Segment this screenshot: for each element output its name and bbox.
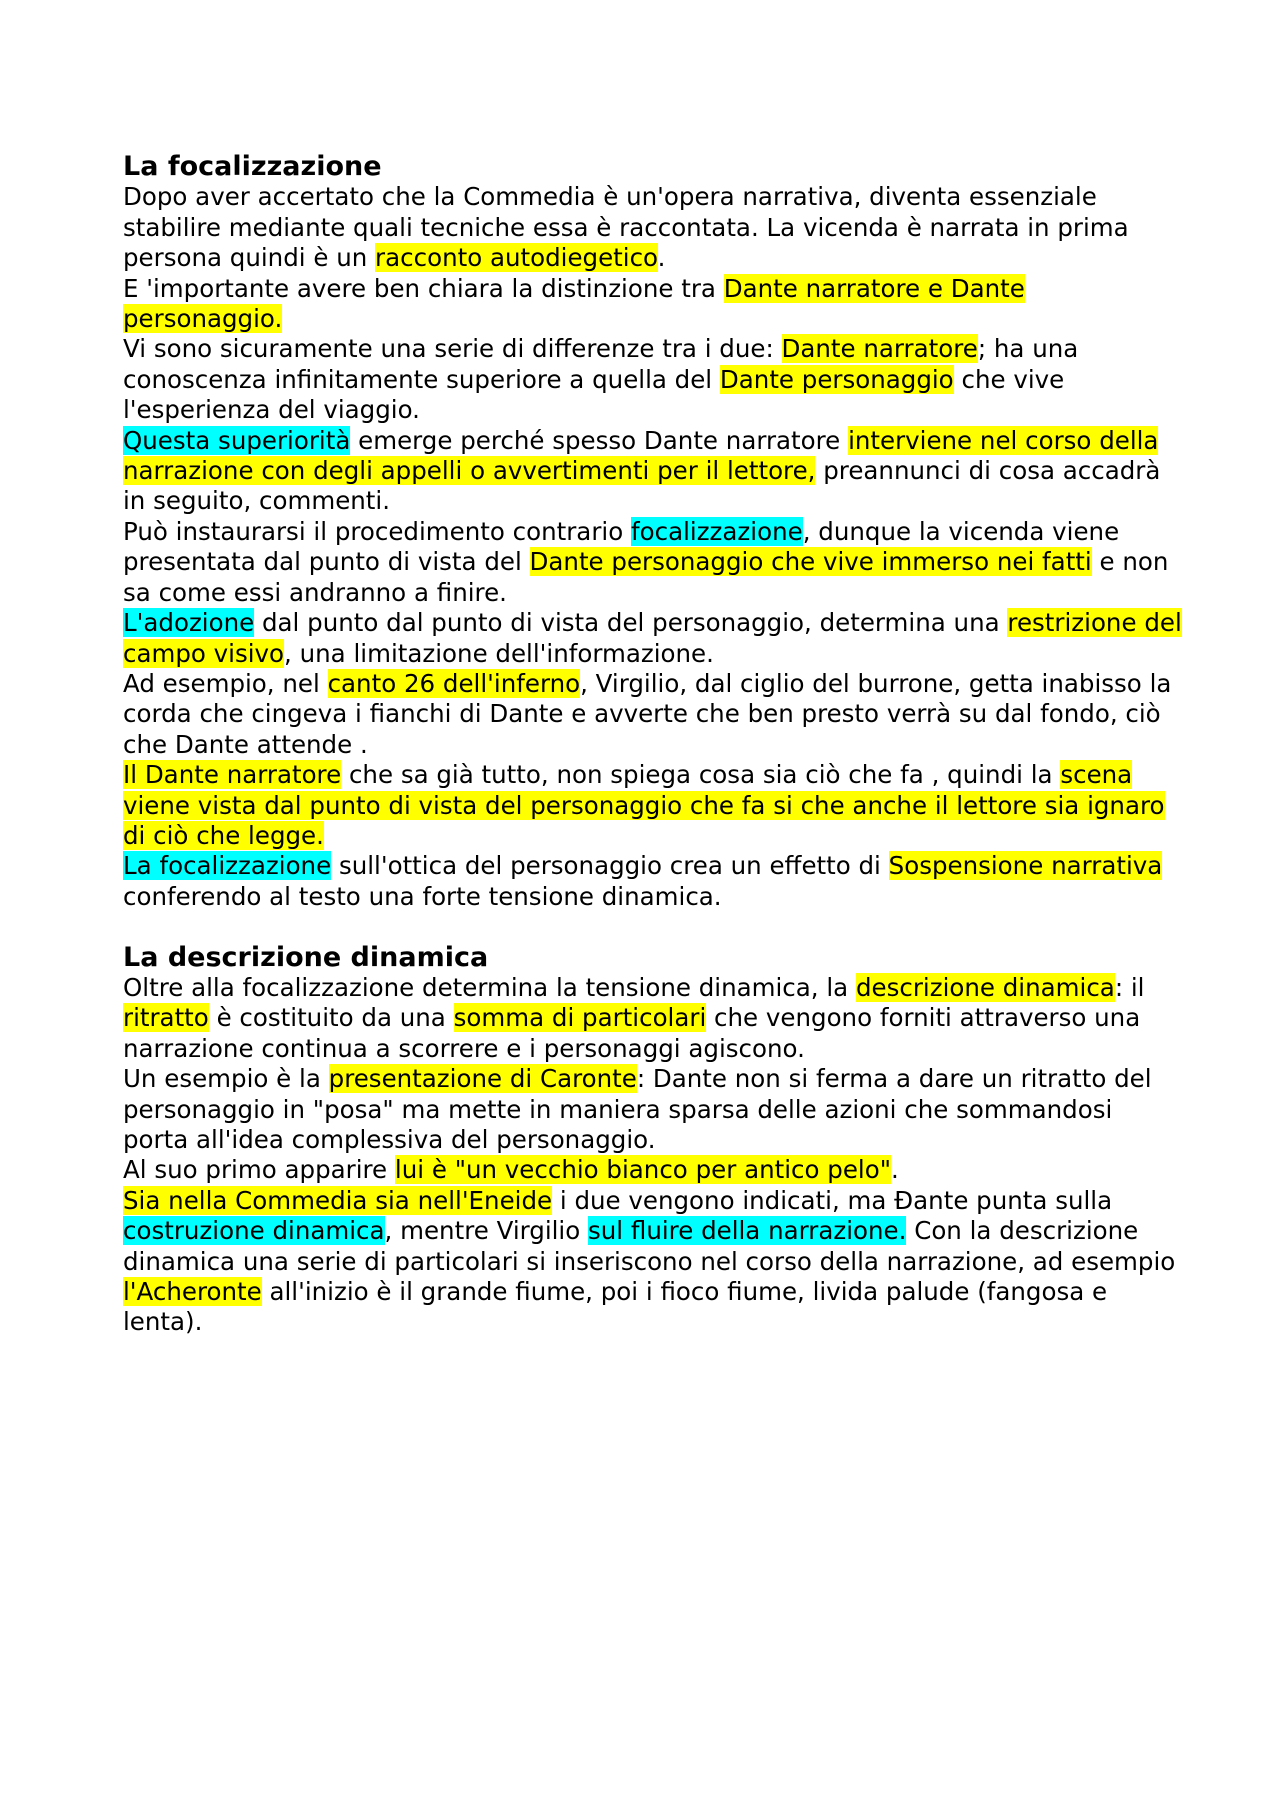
text-run: Ad esempio, nel xyxy=(123,668,328,698)
text-run: e non sa come essi andranno a finire. xyxy=(123,547,1169,607)
highlight-yellow: lui è "un vecchio bianco per antico pelo" xyxy=(394,1155,891,1185)
highlight-cyan: costruzione dinamica xyxy=(123,1216,385,1246)
highlight-yellow: descrizione dinamica xyxy=(855,972,1115,1002)
highlight-yellow: Dante narratore e Dante personaggio. xyxy=(123,273,1025,334)
highlight-yellow: Il Dante narratore xyxy=(123,760,342,790)
text-run: conferendo al testo una forte tensione dinamica. xyxy=(123,881,722,911)
highlight-cyan: focalizzazione xyxy=(630,516,803,546)
paragraph xyxy=(123,517,1183,608)
paragraph xyxy=(123,760,1183,851)
text-run: . xyxy=(890,1155,899,1185)
text-run: preannunci di cosa accadrà in seguito, commenti. xyxy=(123,456,1161,516)
text-run: , dunque la vicenda viene presentata dal punto di vista del xyxy=(123,516,1120,577)
section-heading: La focalizzazione xyxy=(123,151,382,182)
section-descrizione-dinamica xyxy=(123,943,1183,1338)
highlight-yellow: canto 26 dell'inferno xyxy=(327,668,581,698)
text-run: sull'ottica del personaggio crea un effetto di xyxy=(331,851,889,881)
section-focalizzazione xyxy=(123,152,1183,912)
text-run: E 'importante avere ben chiara la distinzione tra xyxy=(123,273,724,303)
section-heading: La descrizione dinamica xyxy=(123,941,489,973)
paragraph xyxy=(123,669,1183,760)
highlight-yellow: presentazione di Caronte xyxy=(328,1064,637,1094)
text-run: che vengono forniti attraverso una narrazione continua a scorrere e i personaggi agiscono. xyxy=(123,1003,1141,1063)
text-run: dal punto dal punto di vista del personaggio, determina una xyxy=(254,608,1008,638)
text-run: emerge perché spesso Dante narratore xyxy=(350,425,849,455)
section-body xyxy=(123,182,1183,912)
highlight-yellow: l'Acheronte xyxy=(123,1277,262,1307)
text-run: che sa già tutto, non spiega cosa sia ciò che fa , quindi la xyxy=(341,760,1061,790)
paragraph xyxy=(123,274,1183,335)
highlight-cyan: sul fluire della narrazione. xyxy=(588,1216,907,1246)
highlight-yellow: somma di particolari xyxy=(453,1003,707,1033)
highlight-yellow: interviene nel corso della narrazione con degli appelli o avvertimenti per il lettore, xyxy=(123,425,1159,486)
text-run: , Virgilio, dal ciglio del burrone, getta inabisso la corda che cingeva i fianchi di Dante e avverte che ben presto verrà su dal fondo, ciò che Dante attende . xyxy=(123,668,1172,759)
text-run: è costituito da una xyxy=(208,1003,454,1033)
paragraph xyxy=(123,1064,1183,1155)
text-run: , una limitazione dell'informazione. xyxy=(284,638,714,668)
text-run: Può instaurarsi il procedimento contrario xyxy=(123,516,631,546)
text-run: : il xyxy=(1114,972,1145,1002)
text-run: : Dante non si ferma a dare un ritratto del personaggio in "posa" ma mette in maniera sparsa delle azioni che sommandosi porta all'idea complessiva del personaggio. xyxy=(123,1064,1152,1154)
text-run: Al suo primo apparire xyxy=(123,1155,395,1185)
paragraph xyxy=(123,1155,1183,1185)
text-run: che vive l'esperienza del viaggio. xyxy=(123,364,1065,425)
section-body xyxy=(123,973,1183,1338)
text-run: Vi sono sicuramente una serie di differenze tra i due: xyxy=(123,334,782,364)
paragraph xyxy=(123,182,1183,273)
text-run: i due vengono indicati, ma Đante punta sulla xyxy=(552,1185,1113,1215)
text-run: , mentre Virgilio xyxy=(384,1216,589,1246)
text-run: . xyxy=(657,243,666,273)
text-run: ; ha una conoscenza infinitamente superiore a quella del xyxy=(123,334,1079,394)
highlight-cyan: La focalizzazione xyxy=(123,851,332,881)
text-run: Dopo aver accertato che la Commedia è un'opera narrativa, diventa essenziale stabilire mediante quali tecniche essa è raccontata. La vicenda è narrata in prima persona quindi è un xyxy=(123,182,1129,273)
highlight-yellow: Sospensione narrativa xyxy=(888,851,1163,881)
highlight-cyan: Questa superiorità xyxy=(123,425,351,455)
paragraph xyxy=(123,608,1183,669)
highlight-yellow: Dante personaggio che vive immerso nei fatti xyxy=(529,547,1092,577)
highlight-yellow: Dante personaggio xyxy=(719,364,954,394)
paragraph xyxy=(123,426,1183,517)
paragraph xyxy=(123,334,1183,425)
text-run: Un esempio è la xyxy=(123,1064,329,1094)
text-run: all'inizio è il grande fiume, poi i fioco fiume, livida palude (fangosa e lenta). xyxy=(123,1277,1108,1337)
highlight-yellow: ritratto xyxy=(123,1003,209,1033)
text-run: Con la descrizione dinamica una serie di particolari si inseriscono nel corso della narrazione, ad esempio xyxy=(123,1216,1176,1276)
paragraph xyxy=(123,973,1183,1064)
highlight-yellow: Dante narratore xyxy=(781,334,978,364)
paragraph xyxy=(123,851,1183,912)
highlight-yellow: Sia nella Commedia sia nell'Eneide xyxy=(123,1185,553,1215)
paragraph xyxy=(123,1186,1183,1338)
highlight-yellow: restrizione del campo visivo xyxy=(123,608,1182,668)
document-page xyxy=(123,152,1183,1338)
highlight-cyan: L'adozione xyxy=(123,608,255,638)
highlight-yellow: scena viene vista dal punto di vista del personaggio che fa si che anche il lettore sia ignaro di ciò che legge. xyxy=(123,760,1165,850)
highlight-yellow: racconto autodiegetico xyxy=(375,243,658,273)
text-run: Oltre alla focalizzazione determina la tensione dinamica, la xyxy=(123,972,856,1002)
